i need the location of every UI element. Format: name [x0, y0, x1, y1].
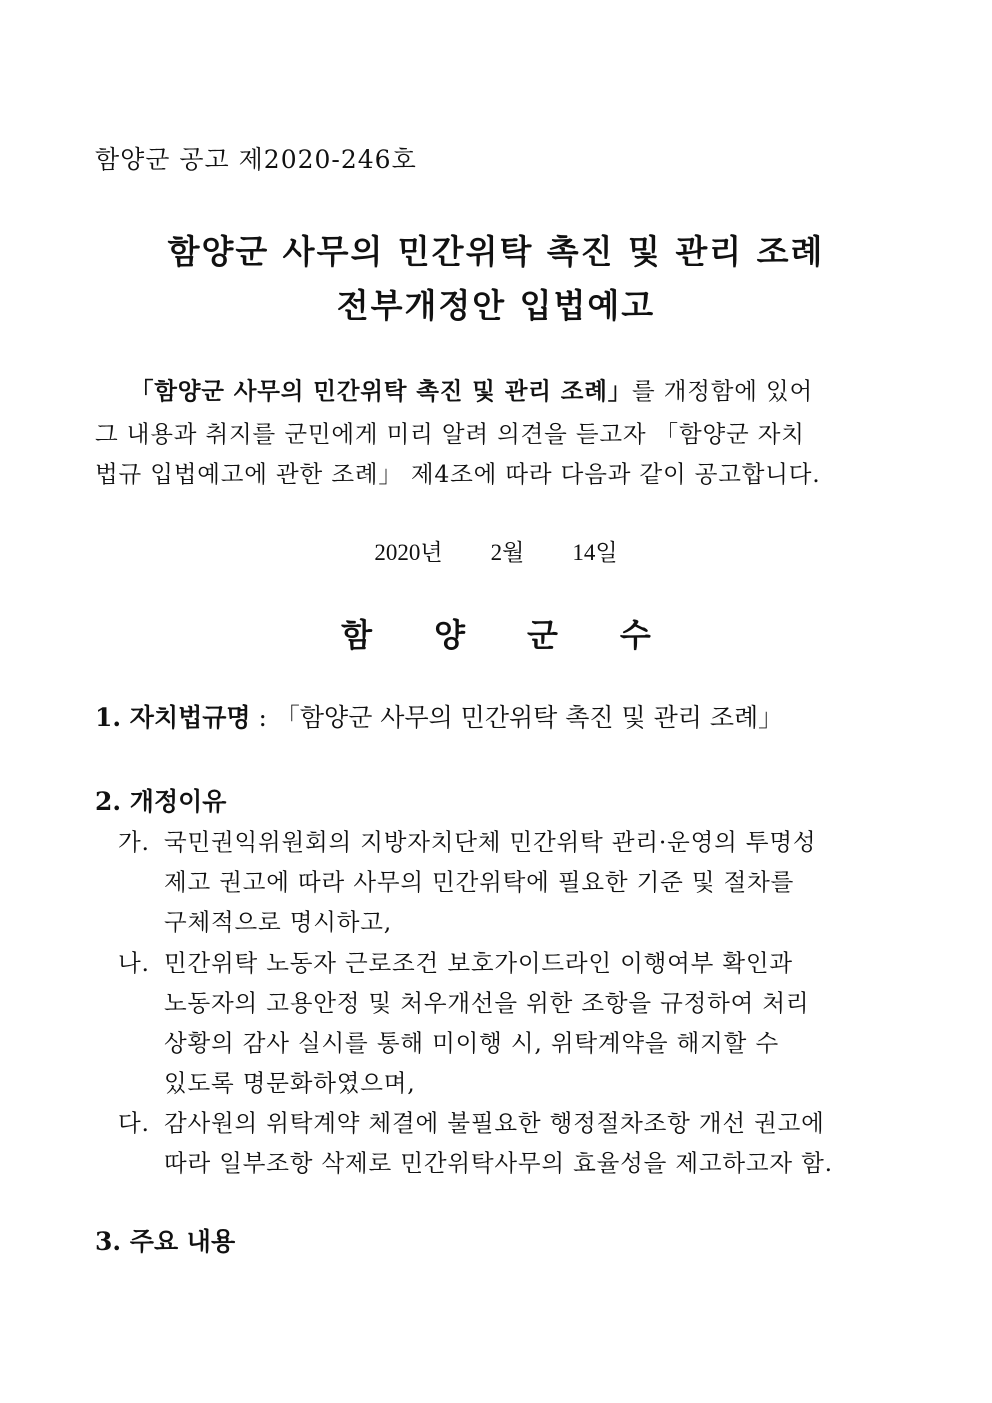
intro-line-2: 그 내용과 취지를 군민에게 미리 알려 의견을 듣고자 「함양군 자치 — [95, 420, 805, 448]
intro-line-3: 법규 입법예고에 관한 조례」 제4조에 따라 다음과 같이 공고합니다. — [95, 460, 821, 488]
item-line: 상황의 감사 실시를 통해 미이행 시, 위탁계약을 해지할 수 — [164, 1029, 779, 1057]
intro-line-1 — [130, 372, 813, 406]
issuer-char: 군 — [527, 616, 558, 654]
title-line-2: 전부개정안 입법예고 — [336, 286, 656, 325]
section-1-separator: : — [250, 703, 275, 732]
reason-item-a — [118, 823, 816, 857]
issuer-char: 수 — [619, 616, 651, 654]
section-2-label: 2. 개정이유 — [95, 787, 227, 816]
issuer-char: 함 — [341, 616, 373, 654]
item-line: 따라 일부조항 삭제로 민간위탁사무의 효율성을 제고하고자 함. — [164, 1149, 833, 1177]
item-line: 노동자의 고용안정 및 처우개선을 위한 조항을 규정하여 처리 — [164, 989, 810, 1017]
section-1-value: 「함양군 사무의 민간위탁 촉진 및 관리 조례」 — [274, 703, 784, 732]
item-line: 구체적으로 명시하고, — [164, 908, 393, 936]
reason-item-c — [118, 1104, 825, 1138]
item-line: 민간위탁 노동자 근로조건 보호가이드라인 이행여부 확인과 — [164, 949, 793, 977]
item-line: 감사원의 위탁계약 체결에 불필요한 행정절차조항 개선 권고에 — [164, 1109, 825, 1137]
item-mark: 가. — [118, 828, 150, 856]
section-3-heading — [95, 1222, 235, 1258]
item-line: 국민권익위원회의 지방자치단체 민간위탁 관리·운영의 투명성 — [164, 828, 817, 856]
section-1 — [95, 698, 783, 734]
notice-number: 함양군 공고 제2020-246호 — [95, 145, 417, 174]
section-1-label: 1. 자치법규명 — [95, 703, 251, 732]
title-line-1: 함양군 사무의 민간위탁 촉진 및 관리 조례 — [167, 232, 825, 271]
reason-item-b — [118, 944, 793, 978]
section-2-heading — [95, 782, 226, 818]
section-3-label: 3. 주요 내용 — [95, 1227, 236, 1256]
date-month: 2월 — [490, 540, 525, 565]
intro-line-1-rest: 를 개정함에 있어 — [632, 377, 814, 405]
date-year: 2020년 — [374, 540, 443, 565]
notice-date — [0, 534, 992, 567]
item-mark: 다. — [118, 1109, 150, 1137]
issuer-title — [0, 610, 992, 656]
issuer-char: 양 — [434, 616, 465, 654]
intro-ordinance-name: 「함양군 사무의 민간위탁 촉진 및 관리 조례」 — [130, 377, 633, 405]
date-day: 14일 — [572, 540, 618, 565]
item-mark: 나. — [118, 949, 150, 977]
item-line: 있도록 명문화하였으며, — [164, 1069, 416, 1097]
item-line: 제고 권고에 따라 사무의 민간위탁에 필요한 기준 및 절차를 — [164, 868, 795, 896]
